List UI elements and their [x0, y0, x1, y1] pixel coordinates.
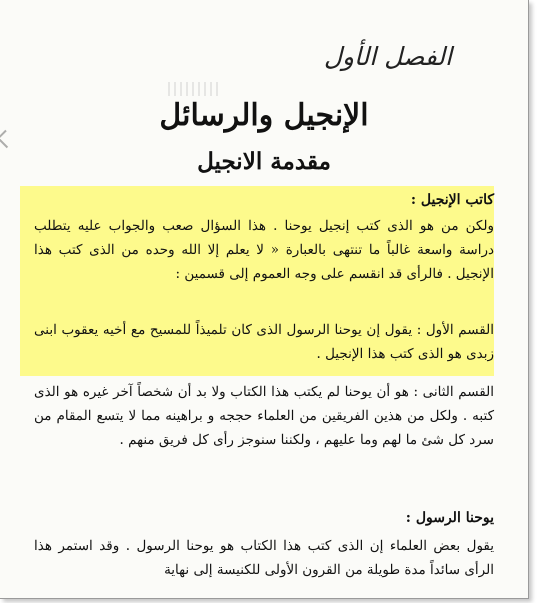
paragraph-part-two: القسم الثانى : هو أن يوحنا لم يكتب هذا الكتاب ولا بد أن شخصاً آخر غيره هو الذى كتبه . ولكل من هذين الفريقين من العلماء حججه و براهينه مما لا يتسع المقام من سرد كل شئ ما لهم وما عليهم ، ولكننا سنوجز رأى كل فريق منهم .: [34, 384, 494, 448]
scan-smudge: [168, 82, 220, 96]
paragraph-intro: ولكن من هو الذى كتب إنجيل يوحنا . هذا السؤال صعب والجواب عليه يتطلب دراسة واسعة غالباً ما تنتهى بالعبارة « لا يعلم إلا الله وحده من الذى كتب هذا الإنجيل . فالرأى قد انقسم على وجه العموم إلى قسمين :: [34, 218, 494, 282]
section-heading-apostle: يوحنا الرسول :: [405, 510, 494, 526]
page-subtitle: مقدمة الانجيل: [197, 148, 331, 175]
chapter-heading: الفصل الأول: [323, 42, 452, 71]
page-title: الإنجيل والرسائل: [159, 98, 369, 133]
section-heading-author: كاتب الإنجيل :: [410, 192, 494, 208]
paragraph-part-one: القسم الأول : يقول إن يوحنا الرسول الذى كان تلميذاً للمسيح مع أخيه يعقوب ابنى زبدى هو الذى كتب هذا الإنجيل .: [34, 322, 494, 362]
paragraph-apostle: يقول بعض العلماء إن الذى كتب هذا الكتاب هو يوحنا الرسول . وقد استمر هذا الرأى سائداً مدة طويلة من القرون الأولى للكنيسة إلى نهاية: [34, 538, 494, 578]
